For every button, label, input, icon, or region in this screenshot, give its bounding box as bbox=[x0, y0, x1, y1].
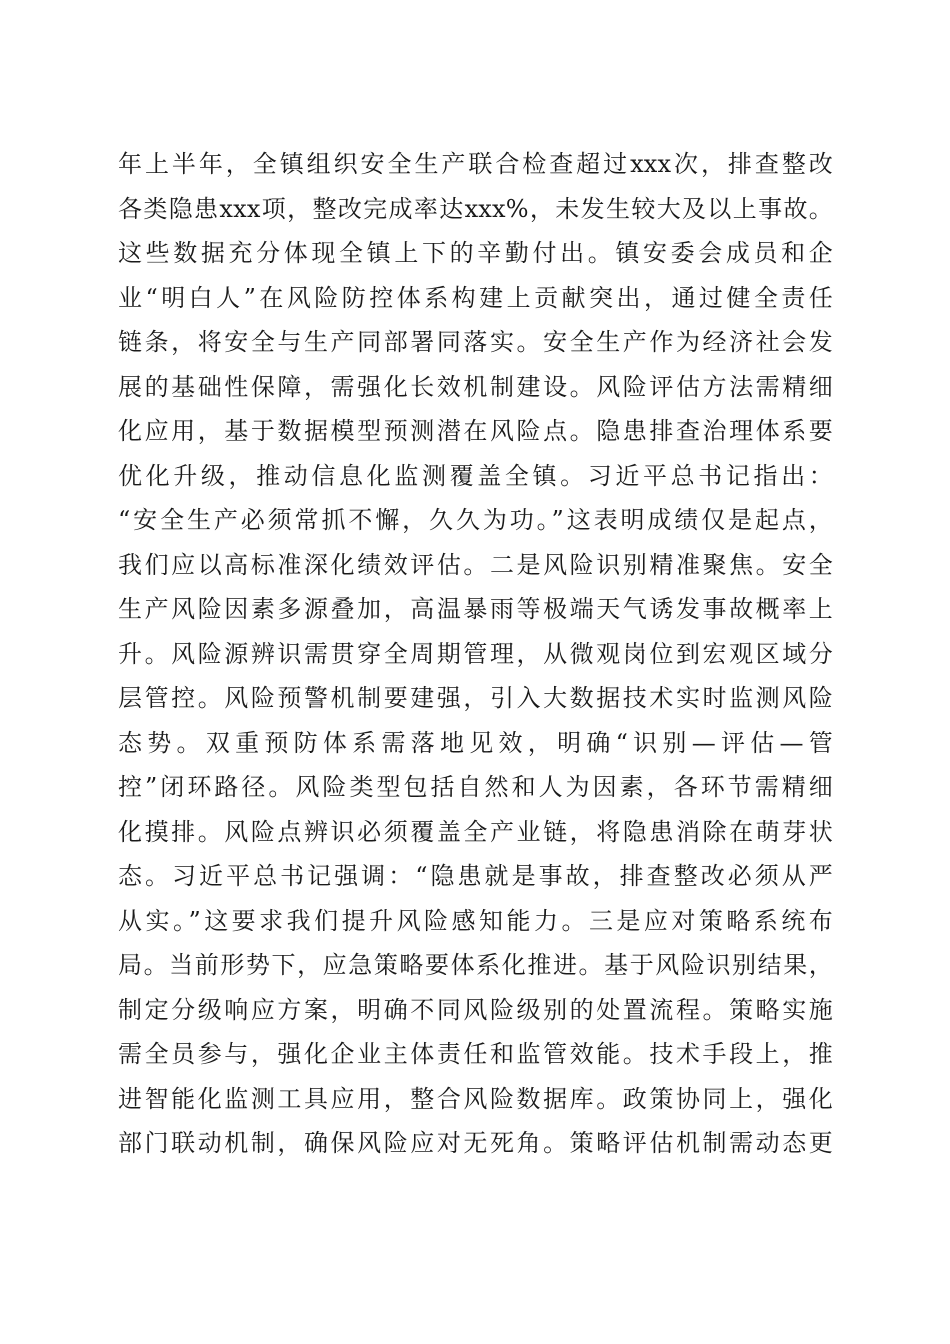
text-line: 各类隐患xxx项，整改完成率达xxx%，未发生较大及以上事故。 bbox=[118, 194, 833, 223]
text-line: 需全员参与，强化企业主体责任和监管效能。技术手段上，推 bbox=[118, 1040, 833, 1068]
text-line: 升。风险源辨识需贯穿全周期管理，从微观岗位到宏观区域分 bbox=[118, 639, 833, 668]
text-line: 这些数据充分体现全镇上下的辛勤付出。镇安委会成员和企 bbox=[118, 239, 833, 267]
text-line: 层管控。风险预警机制要建强，引入大数据技术实时监测风险 bbox=[118, 684, 833, 712]
text-line: 业“明白人”在风险防控体系构建上贡献突出，通过健全责任 bbox=[118, 283, 833, 312]
text-line: 进智能化监测工具应用，整合风险数据库。政策协同上，强化 bbox=[118, 1084, 833, 1113]
text-line: 控”闭环路径。风险类型包括自然和人为因素，各环节需精细 bbox=[118, 773, 833, 801]
body-paragraph bbox=[118, 142, 833, 1166]
text-line: 链条，将安全与生产同部署同落实。安全生产作为经济社会发 bbox=[118, 328, 833, 356]
text-line: 优化升级，推动信息化监测覆盖全镇。习近平总书记指出： bbox=[118, 461, 833, 490]
text-line: 化应用，基于数据模型预测潜在风险点。隐患排查治理体系要 bbox=[118, 417, 833, 445]
text-line: “安全生产必须常抓不懈，久久为功。”这表明成绩仅是起点， bbox=[118, 506, 833, 534]
text-line: 局。当前形势下，应急策略要体系化推进。基于风险识别结果， bbox=[118, 951, 833, 979]
text-line: 态势。双重预防体系需落地见效，明确“识别—评估—管 bbox=[118, 728, 833, 757]
text-line: 生产风险因素多源叠加，高温暴雨等极端天气诱发事故概率上 bbox=[118, 595, 833, 623]
text-line: 部门联动机制，确保风险应对无死角。策略评估机制需动态更 bbox=[118, 1129, 833, 1157]
text-line: 制定分级响应方案，明确不同风险级别的处置流程。策略实施 bbox=[118, 995, 833, 1024]
text-line: 从实。”这要求我们提升风险感知能力。三是应对策略系统布 bbox=[118, 906, 833, 935]
text-line: 化摸排。风险点辨识必须覆盖全产业链，将隐患消除在萌芽状 bbox=[118, 817, 833, 846]
text-line: 态。习近平总书记强调：“隐患就是事故，排查整改必须从严 bbox=[118, 862, 833, 890]
text-line: 年上半年，全镇组织安全生产联合检查超过xxx次，排查整改 bbox=[118, 150, 833, 178]
text-line: 我们应以高标准深化绩效评估。二是风险识别精准聚焦。安全 bbox=[118, 550, 833, 579]
text-line: 展的基础性保障，需强化长效机制建设。风险评估方法需精细 bbox=[118, 372, 833, 401]
